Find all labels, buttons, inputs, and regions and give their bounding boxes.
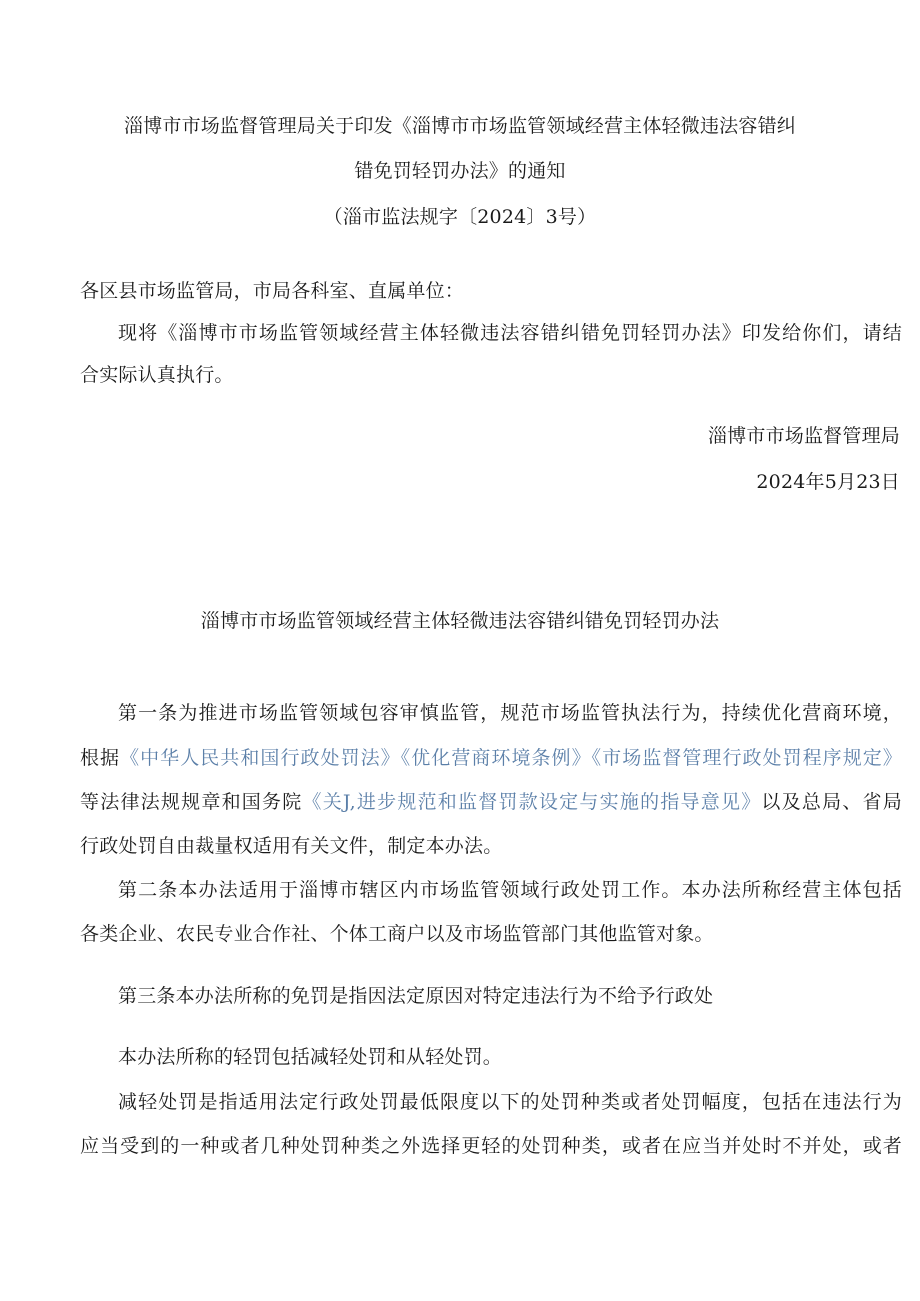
article-2-line-2: 各类企业、农民专业合作社、个体工商户以及市场监管部门其他监管对象。 [80,923,714,945]
notice-body-line-2: 合实际认真执行。 [80,364,234,386]
notice-title-line-2: 错免罚轻罚办法》的通知 [354,160,566,182]
law-reference-administrative-penalty[interactable]: 《中华人民共和国行政处罚法》 [120,747,401,769]
notice-title-line-1: 淄博市市场监督管理局关于印发《淄博市市场监管领域经营主体轻微违法容错纠 [123,115,796,137]
issuer-signature: 淄博市市场监督管理局 [707,425,900,447]
reduced-penalty-line-2: 应当受到的一种或者几种处罚种类之外选择更轻的处罚种类，或者在应当并处时不并处，或者 [80,1135,902,1157]
document-number: （淄市监法规字〔2024〕3号） [323,206,597,228]
article-1-line-4: 行政处罚自由裁量权适用有关文件，制定本办法。 [80,835,503,857]
article-1-line-1: 第一条为推进市场监管领域包容审慎监管，规范市场监管执法行为，持续优化营商环境， [118,702,902,724]
article-1-line-3-prefix: 等法律法规规章和国务院 [80,791,303,813]
article-1-line-2-prefix: 根据 [80,747,121,769]
article-3-line-1: 第三条本办法所称的免罚是指因法定原因对特定违法行为不给予行政处 [118,985,714,1007]
light-penalty-definition: 本办法所称的轻罚包括减轻处罚和从轻处罚。 [118,1046,503,1068]
state-council-opinion-link[interactable]: 《关J,进步规范和监督罚款设定与实施的指导意见》 [302,791,762,813]
law-reference-business-environment[interactable]: 《优化营商环境条例》 [400,747,592,769]
article-1-line-3 [80,789,902,815]
salutation: 各区县市场监管局，市局各科室、直属单位： [80,280,465,302]
article-1-line-3-suffix: 以及总局、省局 [761,791,902,813]
measures-title: 淄博市市场监管领域经营主体轻微违法容错纠错免罚轻罚办法 [200,610,720,632]
reduced-penalty-line-1: 减轻处罚是指适用法定行政处罚最低限度以下的处罚种类或者处罚幅度，包括在违法行为 [118,1091,902,1113]
law-reference-penalty-procedure[interactable]: 《市场监督管理行政处罚程序规定》 [591,747,902,769]
notice-body-line-1: 现将《淄博市市场监管领域经营主体轻微违法容错纠错免罚轻罚办法》印发给你们，请结 [118,322,902,344]
issue-date: 2024年5月23日 [756,471,900,493]
article-2-line-1: 第二条本办法适用于淄博市辖区内市场监管领域行政处罚工作。本办法所称经营主体包括 [118,879,902,901]
article-1-line-2 [80,745,902,771]
